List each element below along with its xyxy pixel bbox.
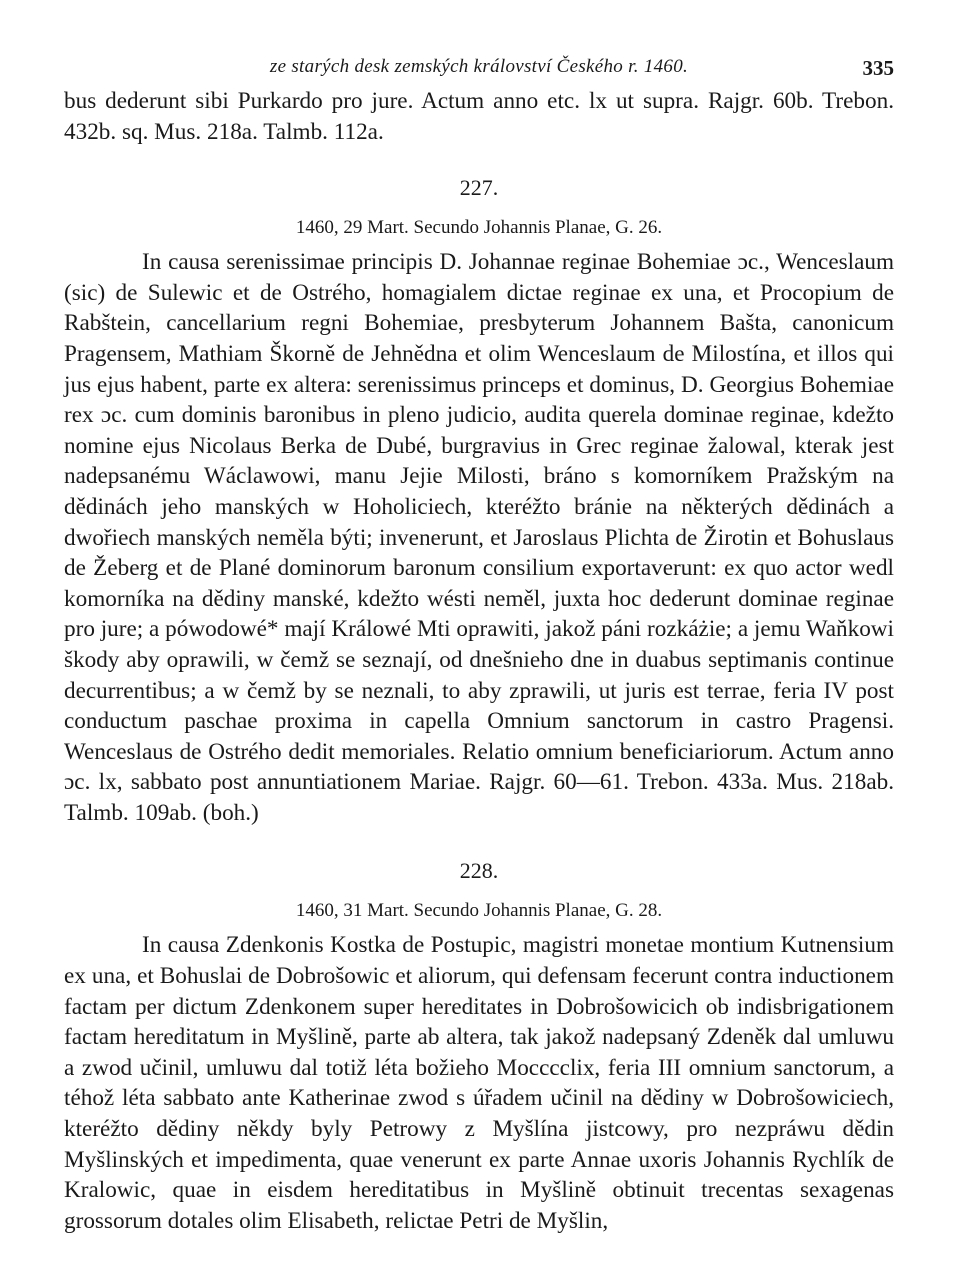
- running-head: ze starých desk zemských království Českého r. 1460.: [269, 56, 689, 77]
- entry-text: In causa Zdenkonis Kostka de Postupic, magistri monetae montium Kutnensium ex una, et Bohuslai de Dobrošowic et aliorum, qui defensam fecerunt contra inductionem factam per dictum Zdenkonem super hereditates in Dobrošowicich ob indisbrigationem factam hereditatum in Myšlině, parte ab altera, tak jakož nadepsaný Zdeněk dal umluwu a zwod učinil, umluwu dal totiž léta božieho Mocccclix, feria III omnium sanctorum, a téhož léta sabbato ante Katherinae zwod s úřadem učinil na dědiny w Dobrošowiciech, kteréžto dědiny někdy byly Petrowy z Myšlína jistcowy, pro nezpráwu dědin Myšlinských et impedimenta, quae venerunt ex parte Annae uxoris Johannis Rychlík de Kralowic, quae in eisdem hereditatibus in Myšlině obtinuit trecentas sexagenas grossorum dotales olim Elisabeth, relictae Petri de Myšlin,: [64, 932, 894, 1234]
- page-number: 335: [862, 56, 894, 80]
- entry-date: 1460, 31 Mart. Secundo Johannis Planae, G. 28.: [295, 900, 663, 922]
- entry-number: 228.: [459, 858, 499, 884]
- document-page: [64, 50, 894, 1236]
- entry-text: In causa serenissimae principis D. Johannae reginae Bohemiae ɔc., Wenceslaum (sic) de Sulewic et de Ostrého, homagialem dictae reginae ex una, et Procopium de Rabštein, cancellarium regni Bohemiae, presbyterum Johannem Bašta, canonicum Pragensem, Mathiam Škorně de Jehnědna et olim Wenceslaum de Milostína, et illos qui jus ejus habent, parte ex altera: serenissimus princeps et dominus, D. Georgius Bohemiae rex ɔc. cum dominis baronibus in pleno judicio, audita querela dominae reginae, kdežto nomine ejus Nicolaus Berka de Dubé, burgravius in Grec reginae žalowal, kterak jest nadepsanému Wáclawowi, manu Jejie Milosti, bráno s komorníkem Pražským na dědinách jeho manských w Hoholiciech, kteréžto bránie na některých dědinách a dwořiech manských neměla býti; invenerunt, et Jaroslaus Plichta de Žirotin et Bohuslaus de Žeberg et de Plané dominorum baronum consilium exportaverunt: ex quo actor wedl komorníka na dědiny manské, kdežto wésti neměl, juxta hoc dederunt dominae reginae pro jure; a pówodowé* mají Králowé Mti oprawiti, jakož páni rozkáżie; a jemu Waňkowi škody aby oprawili, w čemž se seznají, od dnešnieho dne in duabus septimanis continue decurrentibus; a w čemž by se neznali, to aby zprawili, ut juris est terrae, feria IV post conductum paschae proxima in capella Omnium sanctorum in castro Pragensi. Wenceslaus de Ostrého dedit memoriales. Relatio omnium beneficiariorum. Actum anno ɔc. lx, sabbato post annuntiationem Mariae. Rajgr. 60—61. Trebon. 433a. Mus. 218ab. Talmb. 109ab. (boh.): [64, 249, 894, 826]
- page-header: [64, 50, 894, 86]
- continuation-paragraph: bus dederunt sibi Purkardo pro jure. Actum anno etc. lx ut supra. Rajgr. 60b. Trebon. 432b. sq. Mus. 218a. Talmb. 112a.: [64, 88, 894, 145]
- entry-date: 1460, 29 Mart. Secundo Johannis Planae, G. 26.: [295, 217, 663, 239]
- entry-number: 227.: [459, 175, 499, 201]
